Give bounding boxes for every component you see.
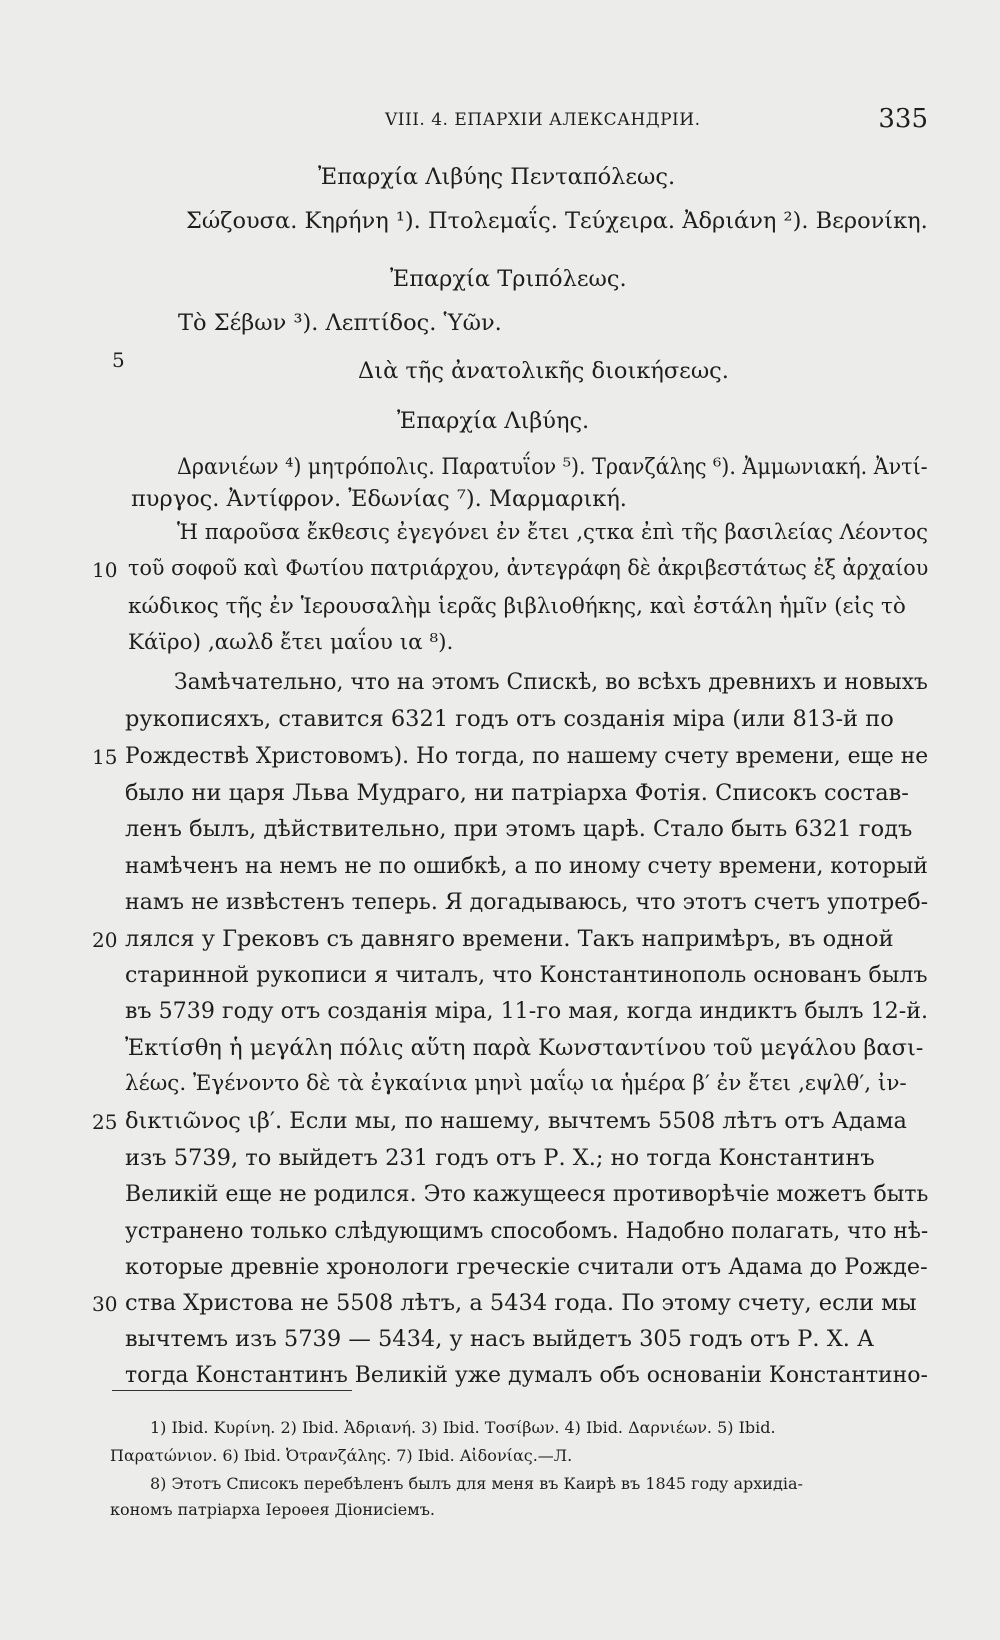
line-number: 10 bbox=[92, 558, 118, 582]
page-number: 335 bbox=[878, 104, 928, 134]
text-line: τοῦ σοφοῦ καὶ Φωτίου πατριάρχου, ἀντεγράφη δὲ ἀκριβεστάτως ἐξ ἀρχαίου bbox=[128, 556, 929, 581]
line-number: 15 bbox=[92, 745, 118, 769]
text-line: Замѣчательно, что на этомъ Спискѣ, во всѣхъ древнихъ и новыхъ bbox=[174, 669, 928, 695]
text-line: Рождествѣ Христовомъ). Но тогда, по нашему счету времени, еще не bbox=[125, 743, 929, 769]
footnote-line: кономъ патріарха Іероѳея Діонисіемъ. bbox=[110, 1500, 435, 1519]
text-line: ства Христова не 5508 лѣтъ, а 5434 года. По этому счету, если мы bbox=[125, 1290, 917, 1316]
text-line: Τὸ Σέβων ³). Λεπτίδος. Ὑῶν. bbox=[178, 310, 502, 336]
text-line: которые древніе хронологи греческіе считали отъ Адама до Рожде- bbox=[125, 1254, 928, 1280]
page-header bbox=[110, 104, 928, 144]
text-line: лялся у Грековъ съ давняго времени. Такъ напримѣръ, въ одной bbox=[125, 926, 894, 952]
heading-tripolis: Ἐπαρχία Τριπόλεως. bbox=[390, 266, 627, 292]
text-line: ленъ былъ, дѣйствительно, при этомъ царѣ. Стало быть 6321 годъ bbox=[125, 816, 913, 842]
text-line: δικτιῶνος ιβ′. Если мы, по нашему, вычтемъ 5508 лѣтъ отъ Адама bbox=[125, 1108, 907, 1134]
text-line: устранено только слѣдующимъ способомъ. Надобно полагать, что нѣ- bbox=[125, 1218, 929, 1244]
heading-libya-pentapolis: Ἐπαρχία Λιβύης Πενταπόλεως. bbox=[318, 164, 676, 190]
heading-eastern-diocese: Διὰ τῆς ἀνατολικῆς διοικήσεως. bbox=[358, 358, 729, 384]
text-line: намѣченъ на немъ не по ошибкѣ, а по иному счету времени, который bbox=[125, 853, 928, 879]
text-line: старинной рукописи я читалъ, что Константинополь основанъ былъ bbox=[125, 962, 928, 988]
text-line: Κάϊρο) ‚αωλδ ἔτει μαΐου ια ⁸). bbox=[128, 630, 454, 655]
text-line: тогда Константинъ Великій уже думалъ объ основаніи Константино- bbox=[125, 1362, 928, 1388]
text-line: κώδικος τῆς ἐν Ἱερουσαλὴμ ἱερᾶς βιβλιοθήκης, καὶ ἐστάλη ἡμῖν (εἰς τὸ bbox=[128, 594, 906, 619]
line-number: 25 bbox=[92, 1110, 118, 1134]
text-line: Σώζουσα. Κηρήνη ¹). Πτολεμαΐς. Τεύχειρα. Ἀδριάνη ²). Βερονίκη. bbox=[186, 208, 928, 234]
footnote-line: Παρατώνιον. 6) Ibid. Ὀτρανζάλης. 7) Ibid. Αἰδονίας.—Л. bbox=[110, 1446, 573, 1465]
footnote-line: 8) Этотъ Списокъ перебѣленъ былъ для меня въ Каирѣ въ 1845 году архидіа- bbox=[150, 1474, 803, 1493]
text-line: Δρανιέων ⁴) μητρόπολις. Παρατυΐον ⁵). Τρανζάλης ⁶). Ἀμμωνιακή. Ἀντί- bbox=[177, 454, 928, 480]
text-line: Ἐκτίσθη ἡ μεγάλη πόλις αὕτη παρὰ Κωνσταντίνου τοῦ μεγάλου βασι- bbox=[125, 1035, 924, 1061]
text-line: λέως. Ἐγένοντο δὲ τὰ ἐγκαίνια μηνὶ μαΐῳ ια ἡμέρα β′ ἐν ἔτει ‚εψλθ′, ἰν- bbox=[125, 1071, 907, 1096]
text-line: πυργος. Ἀντίφρον. Ἐδωνίας ⁷). Μαρμαρική. bbox=[131, 486, 627, 512]
text-line: вычтемъ изъ 5739 — 5434, у насъ выйдетъ 305 годъ отъ Р. Х. А bbox=[125, 1326, 875, 1352]
text-line: Ἡ παροῦσα ἔκθεσις ἐγεγόνει ἐν ἔτει ‚ςτκα ἐπὶ τῆς βασιλείας Λέοντος bbox=[177, 520, 928, 545]
text-line: намъ не извѣстенъ теперь. Я догадываюсь, что этотъ счетъ употреб- bbox=[125, 889, 929, 915]
line-number: 20 bbox=[92, 928, 118, 952]
running-title: VIII. 4. ЕПАРХІИ АЛЕКСАНДРІИ. bbox=[385, 110, 701, 130]
line-number: 30 bbox=[92, 1292, 118, 1316]
text-line: въ 5739 году отъ созданія міра, 11-го мая, когда индиктъ былъ 12-й. bbox=[125, 998, 929, 1024]
footnote-rule bbox=[112, 1390, 352, 1391]
text-line: рукописяхъ, ставится 6321 годъ отъ созданія міра (или 813-й по bbox=[125, 706, 894, 732]
footnote-line: 1) Ibid. Κυρίνη. 2) Ibid. Ἀδριανή. 3) Ibid. Τοσίβων. 4) Ibid. Δαρνιέων. 5) Ibid. bbox=[150, 1418, 776, 1437]
text-line: изъ 5739, то выйдетъ 231 годъ отъ Р. Х.; но тогда Константинъ bbox=[125, 1145, 875, 1171]
text-line: было ни царя Льва Мудраго, ни патріарха Фотія. Списокъ состав- bbox=[125, 780, 909, 806]
heading-libya: Ἐπαρχία Λιβύης. bbox=[397, 408, 590, 434]
text-line: Великій еще не родился. Это кажущееся противорѣчіе можетъ быть bbox=[125, 1181, 929, 1207]
line-number: 5 bbox=[112, 348, 125, 372]
